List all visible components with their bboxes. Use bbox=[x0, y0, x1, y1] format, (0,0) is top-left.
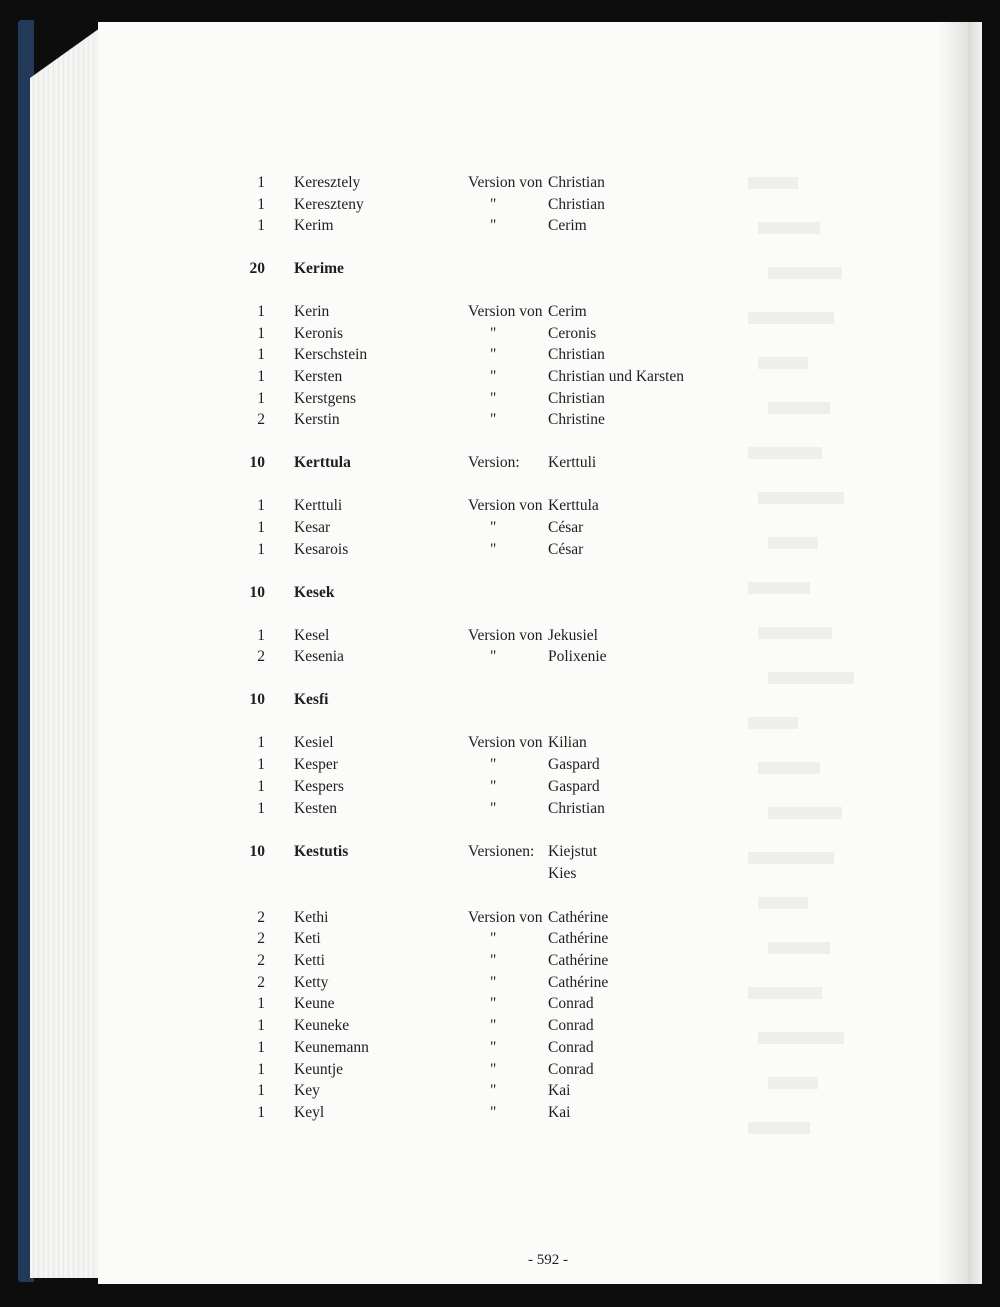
entry-label: Versionen: bbox=[468, 843, 535, 860]
ditto-mark: " bbox=[490, 800, 497, 817]
entry-name: Kerime bbox=[294, 260, 344, 277]
entry-name: Kerim bbox=[294, 217, 334, 234]
page-number: - 592 - bbox=[528, 1252, 568, 1268]
entry-row bbox=[98, 993, 968, 1015]
entry-reference: Jekusiel bbox=[548, 627, 598, 644]
entry-label: Version von bbox=[468, 174, 543, 191]
entry-reference: Christian bbox=[548, 174, 605, 191]
entry-row bbox=[98, 625, 968, 647]
entry-count: 2 bbox=[257, 930, 265, 947]
entry-reference: César bbox=[548, 541, 584, 558]
ditto-mark: " bbox=[490, 1082, 497, 1099]
entry-name: Kerttuli bbox=[294, 497, 343, 514]
entry-row bbox=[98, 215, 968, 237]
entry-name: Kesar bbox=[294, 519, 331, 536]
entry-count: 2 bbox=[257, 974, 265, 991]
entry-count: 1 bbox=[257, 1082, 265, 1099]
entry-name: Keunemann bbox=[294, 1039, 369, 1056]
entry-name: Kersten bbox=[294, 368, 343, 385]
entry-count: 2 bbox=[257, 648, 265, 665]
entry-count: 1 bbox=[257, 778, 265, 795]
entry-label: Version von bbox=[468, 303, 543, 320]
entry-reference: Cathérine bbox=[548, 974, 609, 991]
entry-name: Keti bbox=[294, 930, 321, 947]
entry-reference: César bbox=[548, 519, 584, 536]
entry-count: 2 bbox=[257, 909, 265, 926]
entry-row bbox=[98, 776, 968, 798]
entry-count: 1 bbox=[257, 368, 265, 385]
entry-row bbox=[98, 495, 968, 517]
entry-count: 10 bbox=[249, 691, 265, 708]
show-through-mark bbox=[748, 717, 798, 729]
entry-name: Kerin bbox=[294, 303, 330, 320]
ditto-mark: " bbox=[490, 1104, 497, 1121]
entry-count: 1 bbox=[257, 627, 265, 644]
entry-row bbox=[98, 841, 968, 863]
entry-label: Version von bbox=[468, 909, 543, 926]
entry-row bbox=[98, 689, 968, 711]
ditto-mark: " bbox=[490, 325, 497, 342]
ditto-mark: " bbox=[490, 778, 497, 795]
entry-name: Kereszteny bbox=[294, 196, 364, 213]
entry-row bbox=[98, 1080, 968, 1102]
entry-name: Kerstgens bbox=[294, 390, 356, 407]
ditto-mark: " bbox=[490, 196, 497, 213]
entry-reference: Christian bbox=[548, 390, 605, 407]
entry-reference: Cerim bbox=[548, 303, 587, 320]
entry-row bbox=[98, 732, 968, 754]
entry-count: 1 bbox=[257, 174, 265, 191]
entry-reference: Christian bbox=[548, 346, 605, 363]
entry-row bbox=[98, 366, 968, 388]
entry-count: 1 bbox=[257, 1061, 265, 1078]
entry-name: Kesfi bbox=[294, 691, 329, 708]
entry-name: Ketti bbox=[294, 952, 325, 969]
ditto-mark: " bbox=[490, 648, 497, 665]
entry-name: Key bbox=[294, 1082, 320, 1099]
entry-row bbox=[98, 517, 968, 539]
entry-count: 1 bbox=[257, 303, 265, 320]
entry-reference: Ceronis bbox=[548, 325, 597, 342]
entry-name: Kespers bbox=[294, 778, 344, 795]
entry-name: Keune bbox=[294, 995, 335, 1012]
entry-reference: Cathérine bbox=[548, 952, 609, 969]
entry-name: Kesiel bbox=[294, 734, 334, 751]
entry-reference: Christian und Karsten bbox=[548, 368, 685, 385]
entry-row bbox=[98, 582, 968, 604]
entry-reference: Kies bbox=[548, 865, 577, 882]
entry-count: 1 bbox=[257, 390, 265, 407]
entry-row bbox=[98, 301, 968, 323]
entry-name: Kesten bbox=[294, 800, 338, 817]
entry-count: 10 bbox=[249, 454, 265, 471]
entry-name: Keronis bbox=[294, 325, 344, 342]
ditto-mark: " bbox=[490, 541, 497, 558]
entry-count: 1 bbox=[257, 497, 265, 514]
entry-row bbox=[98, 1037, 968, 1059]
ditto-mark: " bbox=[490, 995, 497, 1012]
entry-reference: Kilian bbox=[548, 734, 587, 751]
entry-count: 1 bbox=[257, 800, 265, 817]
entry-name: Kerttula bbox=[294, 454, 351, 471]
entry-reference: Cerim bbox=[548, 217, 587, 234]
entry-reference: Polixenie bbox=[548, 648, 607, 665]
entry-name: Ketty bbox=[294, 974, 329, 991]
entry-count: 10 bbox=[249, 843, 265, 860]
entry-row bbox=[98, 172, 968, 194]
ditto-mark: " bbox=[490, 368, 497, 385]
entry-name: Kesel bbox=[294, 627, 330, 644]
entry-name: Keyl bbox=[294, 1104, 325, 1121]
entry-reference: Kiejstut bbox=[548, 843, 598, 860]
book-page bbox=[98, 22, 968, 1284]
entry-row bbox=[98, 452, 968, 474]
opposite-page-edge bbox=[968, 22, 982, 1284]
entry-count: 20 bbox=[249, 260, 265, 277]
entry-name: Keuneke bbox=[294, 1017, 350, 1034]
entry-name: Kerstin bbox=[294, 411, 340, 428]
entry-row bbox=[98, 409, 968, 431]
entry-name: Kesenia bbox=[294, 648, 344, 665]
entry-count: 1 bbox=[257, 1104, 265, 1121]
entry-reference: Kai bbox=[548, 1082, 571, 1099]
entry-reference: Conrad bbox=[548, 995, 594, 1012]
entry-name: Keresztely bbox=[294, 174, 361, 191]
entry-row bbox=[98, 194, 968, 216]
entry-name: Kestutis bbox=[294, 843, 349, 860]
entry-reference: Conrad bbox=[548, 1017, 594, 1034]
entry-count: 1 bbox=[257, 1039, 265, 1056]
entry-row bbox=[98, 907, 968, 929]
ditto-mark: " bbox=[490, 411, 497, 428]
entry-label: Version von bbox=[468, 734, 543, 751]
entry-label: Version von bbox=[468, 627, 543, 644]
ditto-mark: " bbox=[490, 952, 497, 969]
ditto-mark: " bbox=[490, 756, 497, 773]
entry-row bbox=[98, 1015, 968, 1037]
entry-count: 1 bbox=[257, 756, 265, 773]
entry-label: Version von bbox=[468, 497, 543, 514]
ditto-mark: " bbox=[490, 217, 497, 234]
entry-count: 2 bbox=[257, 952, 265, 969]
entry-reference: Kerttula bbox=[548, 497, 599, 514]
ditto-mark: " bbox=[490, 519, 497, 536]
entry-label: Version: bbox=[468, 454, 520, 471]
entry-row bbox=[98, 323, 968, 345]
ditto-mark: " bbox=[490, 930, 497, 947]
entry-row bbox=[98, 798, 968, 820]
entry-count: 1 bbox=[257, 519, 265, 536]
entry-row bbox=[98, 928, 968, 950]
entry-count: 1 bbox=[257, 217, 265, 234]
entry-count: 1 bbox=[257, 325, 265, 342]
ditto-mark: " bbox=[490, 974, 497, 991]
entry-reference: Christian bbox=[548, 800, 605, 817]
entry-row bbox=[98, 972, 968, 994]
entry-row bbox=[98, 754, 968, 776]
entry-row bbox=[98, 258, 968, 280]
entry-reference: Christian bbox=[548, 196, 605, 213]
entry-row bbox=[98, 1102, 968, 1124]
entry-reference: Kai bbox=[548, 1104, 571, 1121]
entry-reference: Gaspard bbox=[548, 778, 600, 795]
ditto-mark: " bbox=[490, 390, 497, 407]
entry-name: Kesper bbox=[294, 756, 338, 773]
entry-row bbox=[98, 646, 968, 668]
entry-row bbox=[98, 863, 968, 885]
entry-name: Keuntje bbox=[294, 1061, 344, 1078]
entry-reference: Conrad bbox=[548, 1039, 594, 1056]
entry-reference: Gaspard bbox=[548, 756, 600, 773]
entry-row bbox=[98, 539, 968, 561]
entry-name: Kesek bbox=[294, 584, 335, 601]
show-through-mark bbox=[768, 672, 854, 684]
entry-count: 1 bbox=[257, 196, 265, 213]
entry-reference: Christine bbox=[548, 411, 605, 428]
entry-count: 1 bbox=[257, 541, 265, 558]
ditto-mark: " bbox=[490, 1017, 497, 1034]
entry-row bbox=[98, 1059, 968, 1081]
entry-name: Kethi bbox=[294, 909, 329, 926]
entry-reference: Cathérine bbox=[548, 930, 609, 947]
entry-count: 10 bbox=[249, 584, 265, 601]
entry-row bbox=[98, 388, 968, 410]
entry-name: Kerschstein bbox=[294, 346, 368, 363]
entry-count: 1 bbox=[257, 1017, 265, 1034]
entry-row bbox=[98, 344, 968, 366]
entry-count: 1 bbox=[257, 995, 265, 1012]
entry-name: Kesarois bbox=[294, 541, 349, 558]
ditto-mark: " bbox=[490, 1039, 497, 1056]
entry-reference: Conrad bbox=[548, 1061, 594, 1078]
entry-reference: Cathérine bbox=[548, 909, 609, 926]
ditto-mark: " bbox=[490, 1061, 497, 1078]
entry-reference: Kerttuli bbox=[548, 454, 597, 471]
entry-count: 1 bbox=[257, 734, 265, 751]
entry-count: 1 bbox=[257, 346, 265, 363]
entry-count: 2 bbox=[257, 411, 265, 428]
entry-row bbox=[98, 950, 968, 972]
ditto-mark: " bbox=[490, 346, 497, 363]
